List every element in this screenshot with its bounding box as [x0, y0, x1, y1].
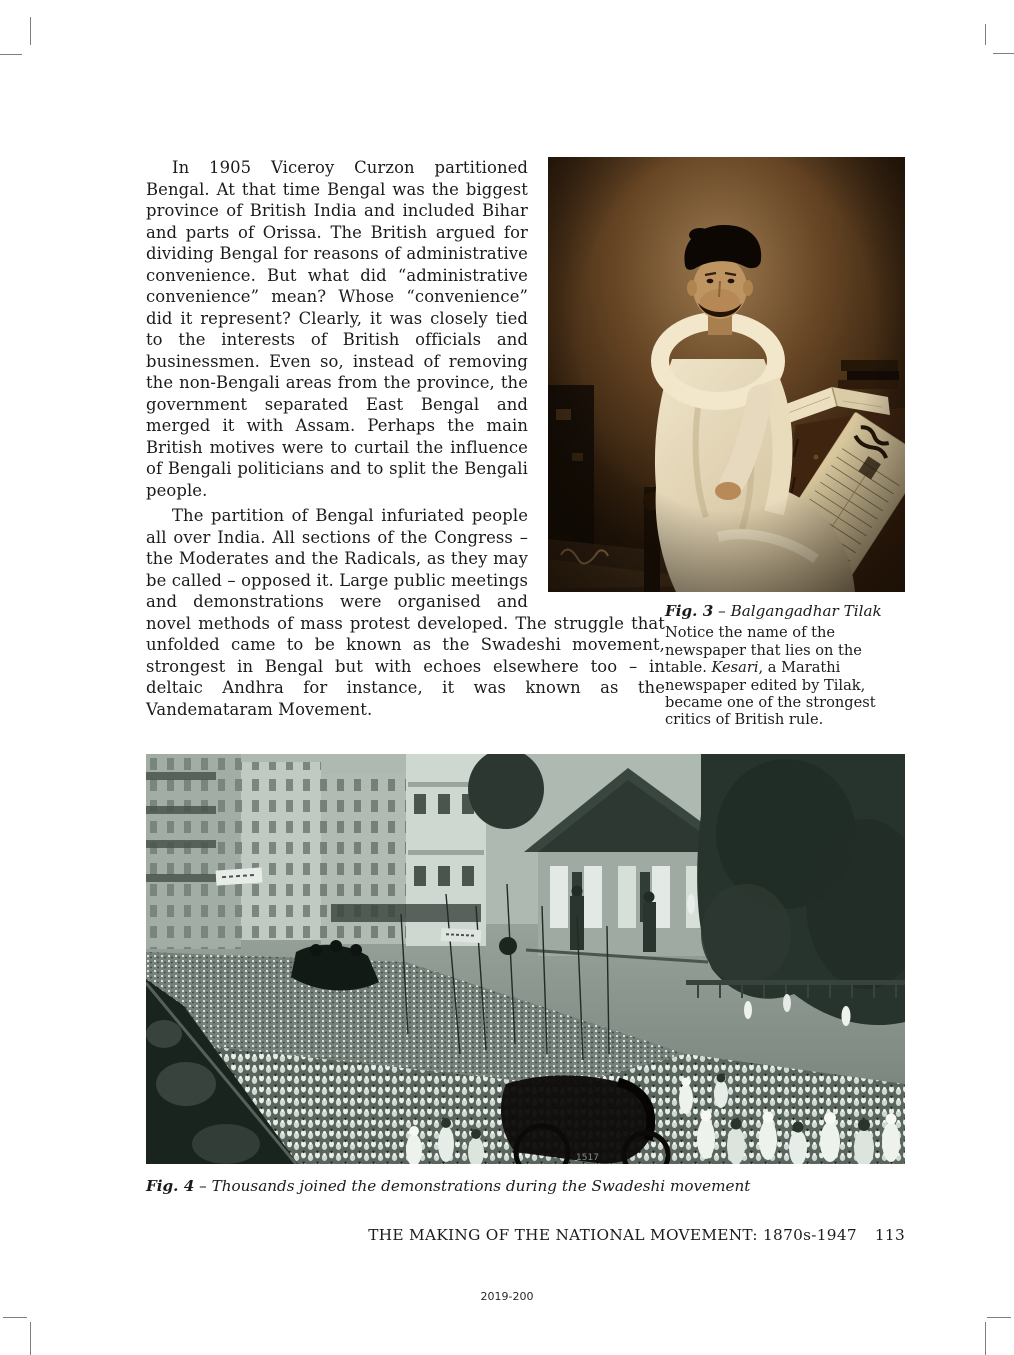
- fig4-caption-text: – Thousands joined the demonstrations during the Swadeshi movement: [194, 1177, 751, 1195]
- fig3-note-pre: Notice the name of the newspaper that lies on the table.: [665, 624, 862, 677]
- fig3-label: Fig. 3: [665, 602, 714, 620]
- running-footer: [146, 1226, 905, 1244]
- print-code: 2019-200: [480, 1290, 534, 1303]
- fig3-title: – Balgangadhar Tilak: [713, 602, 882, 620]
- swadeshi-march-photo: [146, 754, 905, 1164]
- paragraph-swadeshi-movement: The partition of Bengal infuriated people all over India. All sections of the Congress – the Moderates and the Radicals, as they may be called – opposed it. Large public meetings and demonstrations were organised and novel methods of mass protest developed. The struggle that unfolded came to be known as the Swadeshi movement, strongest in Bengal but with echoes elsewhere too – in deltaic Andhra for instance, it was known as the Vandemataram Movement.: [146, 506, 665, 719]
- crop-mark-bottom-left-horizontal: [3, 1317, 27, 1318]
- crop-mark-top-right-vertical: [985, 24, 986, 45]
- chapter-running-title: THE MAKING OF THE NATIONAL MOVEMENT: 1870s-1947: [368, 1226, 857, 1244]
- fig4-label: Fig. 4: [146, 1177, 195, 1195]
- fig3-caption-note: [665, 624, 905, 728]
- carriage-number-text: 1517: [576, 1153, 599, 1163]
- crop-mark-bottom-right-horizontal: [987, 1317, 1011, 1318]
- crop-mark-bottom-right-vertical: [985, 1322, 986, 1355]
- fig3-caption: [665, 603, 905, 729]
- page-number: 113: [874, 1226, 905, 1244]
- article: [146, 157, 905, 732]
- tilak-portrait-photo: [548, 157, 905, 592]
- crop-mark-bottom-left-vertical: [30, 1322, 31, 1355]
- fig4-figure: [146, 754, 905, 1195]
- fig3-note-post: , a Marathi newspaper edited by Tilak, became one of the strongest critics of British rule.: [665, 659, 876, 729]
- crop-mark-top-right-horizontal: [993, 53, 1014, 54]
- fig4-caption: [146, 1177, 905, 1195]
- fig3-note-kesari: Kesari: [711, 659, 759, 677]
- tilak-portrait-illustration: [548, 157, 905, 592]
- paragraph-partition-of-bengal: In 1905 Viceroy Curzon partitioned Bengal. At that time Bengal was the biggest province of British India and included Bihar and parts of Orissa. The British argued for dividing Bengal for reasons of administrative convenience. But what did “administrative convenience” mean? Whose “convenience” did it represent? Clearly, it was closely tied to the interests of British officials and businessmen. Even so, instead of removing the non-Bengali areas from the province, the government separated East Bengal and merged it with Assam. Perhaps the main British motives were to curtail the influence of Bengali politicians and to split the Bengali people.: [146, 158, 528, 500]
- page-content: [146, 157, 905, 1244]
- fig3-caption-title: [665, 603, 905, 620]
- crop-mark-top-left-vertical: [30, 17, 31, 45]
- crop-mark-top-left-horizontal: [0, 54, 22, 55]
- swadeshi-march-illustration: [146, 754, 905, 1164]
